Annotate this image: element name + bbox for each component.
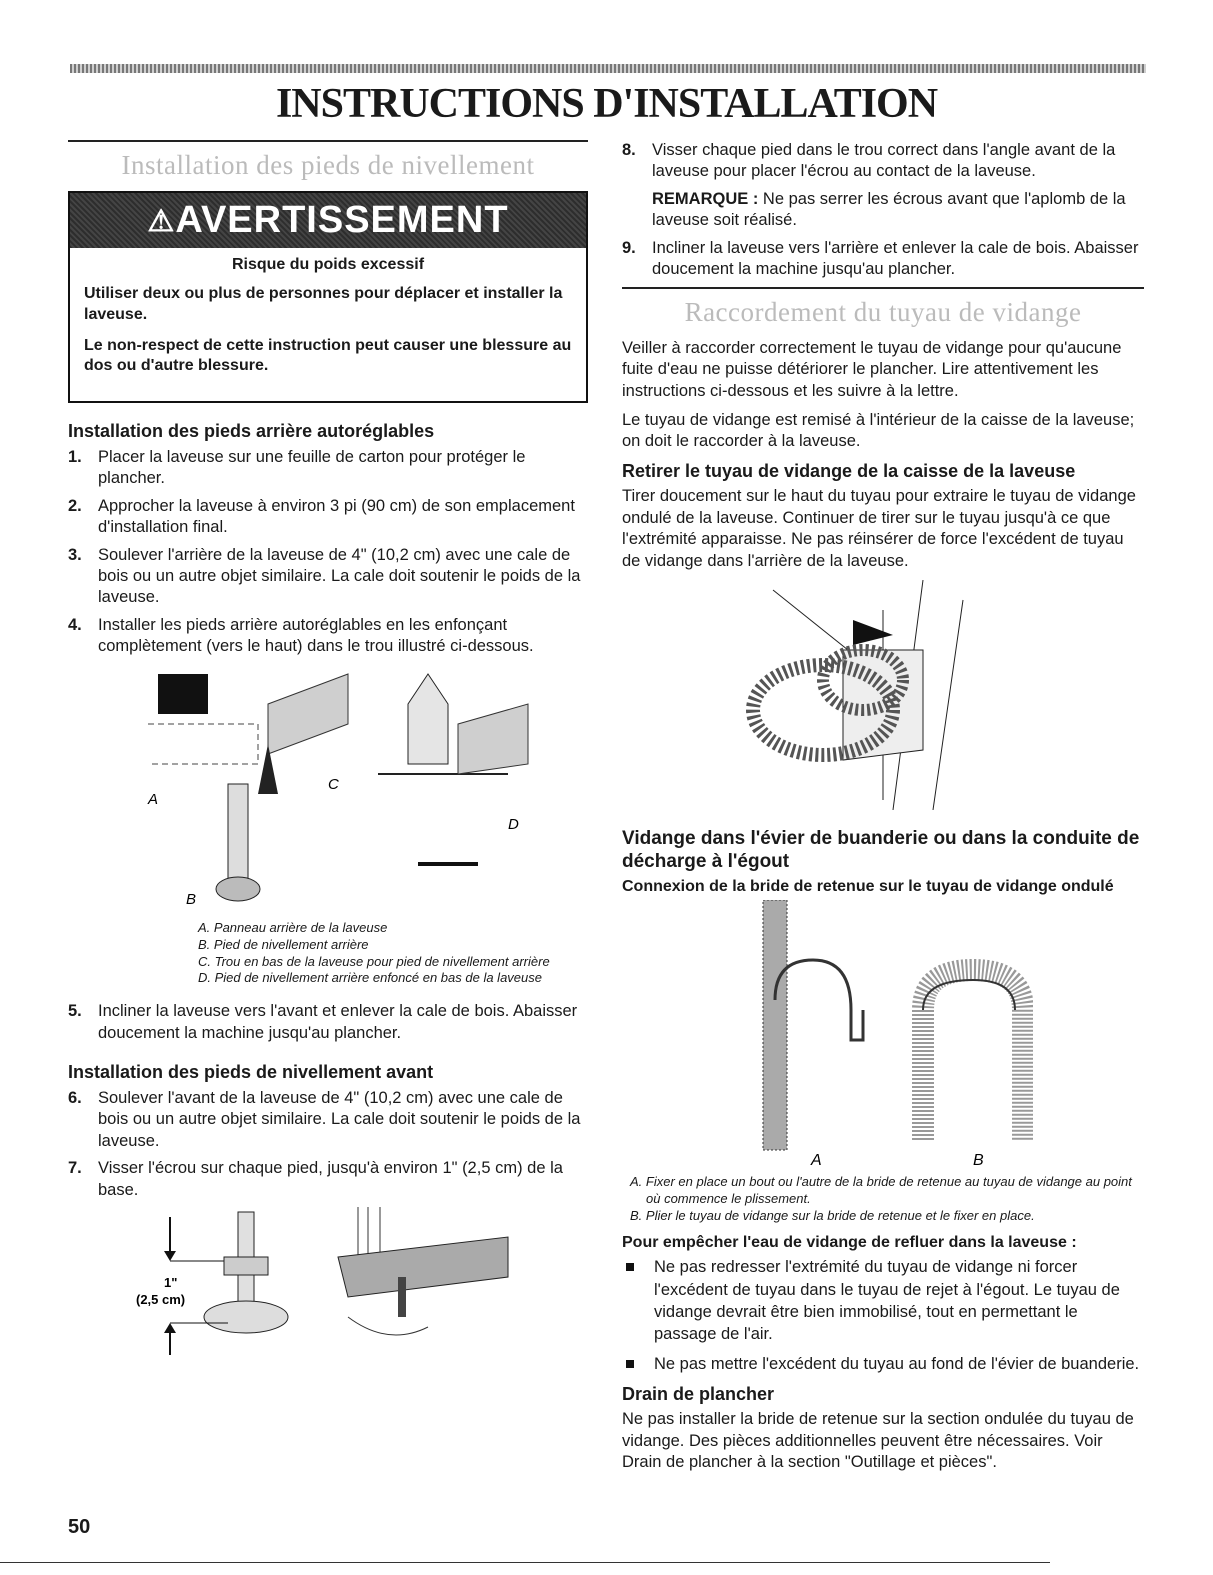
backflow-bullets xyxy=(622,1256,1144,1375)
rear-feet-heading: Installation des pieds arrière autoréglables xyxy=(68,421,435,442)
warning-header-text: AVERTISSEMENT xyxy=(175,199,509,241)
remove-hose-heading: Retirer le tuyau de vidange de la caisse de la laveuse xyxy=(622,460,1076,481)
label-d: D xyxy=(508,815,519,833)
step-5-list xyxy=(68,1001,588,1044)
right-column xyxy=(622,140,1144,1482)
step-text: Installer les pieds arrière autoréglables en les enfonçant complètement (vers le haut) dans le trou illustré ci-dessous. xyxy=(98,615,534,656)
warning-risk: Risque du poids excessif xyxy=(231,256,425,273)
label-c: C xyxy=(328,775,339,793)
step-number: 3. xyxy=(68,545,82,564)
step-number: 8. xyxy=(622,141,636,159)
bullet-item: Ne pas mettre l'excédent du tuyau au fond de l'évier de buanderie. xyxy=(622,1353,1144,1375)
floor-drain-paragraph: Ne pas installer la bride de retenue sur la section ondulée du tuyau de vidange. Des pièces additionnelles peuvent être nécessaires. Voir Drain de plancher à la section "Outillage et pièces". xyxy=(622,1410,1134,1472)
step-number: 2. xyxy=(68,496,82,515)
step-item xyxy=(68,1001,588,1044)
drain-intro-paragraph: Veiller à raccorder correctement le tuyau de vidange pour qu'aucune fuite d'eau ne puisse détériorer le plancher. Lire attentivement les instructions ci-dessous et les suivre à la lettre. xyxy=(622,338,1122,400)
note-label: REMARQUE : xyxy=(652,189,759,208)
step-item xyxy=(68,1088,588,1152)
note-text: Ne pas serrer les écrous avant que l'aplomb de la laveuse soit réalisé. xyxy=(652,189,1126,230)
step-text: Soulever l'avant de la laveuse de 4" (10,2 cm) avec une cale de bois ou un autre objet similaire. La cale doit soutenir le poids de la laveuse. xyxy=(98,1088,581,1150)
step-number: 7. xyxy=(68,1159,82,1178)
caption-d: D. Pied de nivellement arrière enfoncé en bas de la laveuse xyxy=(198,970,542,986)
step-item xyxy=(68,447,588,490)
clamp-captions xyxy=(630,1174,1144,1225)
step-text: Incliner la laveuse vers l'avant et enlever la cale de bois. Abaisser doucement la machine jusqu'au plancher. xyxy=(98,1002,578,1042)
step-item xyxy=(68,545,588,609)
label-b: B xyxy=(186,890,197,908)
sink-drain-heading: Vidange dans l'évier de buanderie ou dans la conduite de décharge à l'égout xyxy=(622,828,1140,872)
section-title-drain-hose: Raccordement du tuyau de vidange xyxy=(684,296,1082,327)
label-a: A xyxy=(811,1151,822,1169)
step-text: Visser chaque pied dans le trou correct dans l'angle avant de la laveuse pour placer l'écrou au contact de la laveuse. xyxy=(652,141,1116,181)
drain-hose-removal-illustration xyxy=(733,580,1033,810)
drain-stored-paragraph: Le tuyau de vidange est remisé à l'intérieur de la caisse de la laveuse; on doit le raccorder à la laveuse. xyxy=(622,410,1135,451)
caption-a: A. Panneau arrière de la laveuse xyxy=(198,919,388,935)
step-item xyxy=(622,238,1144,281)
step-item xyxy=(68,1158,588,1201)
caption-b: B. Pied de nivellement arrière xyxy=(198,936,369,952)
page-number: 50 xyxy=(68,1516,91,1538)
steps-list-front xyxy=(68,1088,588,1201)
step-number: 5. xyxy=(68,1002,82,1021)
warning-box xyxy=(68,191,588,403)
section-title-leveling-feet: Installation des pieds de nivellement xyxy=(121,150,535,180)
dimension-inch: 1" xyxy=(164,1274,178,1290)
drain-hose-clamp-illustration xyxy=(733,900,1033,1170)
steps-list-rear xyxy=(68,447,588,658)
section-rule xyxy=(622,287,1144,289)
step-item xyxy=(68,496,588,539)
step-number: 1. xyxy=(68,447,82,466)
warning-line-1: Utiliser deux ou plus de personnes pour déplacer et installer la laveuse. xyxy=(84,285,563,323)
warning-body xyxy=(70,248,586,401)
caption-c: C. Trou en bas de la laveuse pour pied de nivellement arrière xyxy=(198,953,550,969)
rear-leveling-feet-illustration xyxy=(108,664,548,914)
bottom-rule xyxy=(0,1562,1050,1563)
washer-panel-shape xyxy=(158,674,208,714)
rear-feet-captions xyxy=(198,920,588,988)
section-rule xyxy=(68,140,588,142)
step-number: 9. xyxy=(622,238,636,257)
page-title: INSTRUCTIONS D'INSTALLATION xyxy=(275,81,938,127)
step-text: Visser l'écrou sur chaque pied, jusqu'à environ 1" (2,5 cm) de la base. xyxy=(98,1159,563,1199)
dimension-cm: (2,5 cm) xyxy=(136,1291,186,1307)
steps-list-front-continued xyxy=(622,140,1144,281)
step-number: 4. xyxy=(68,615,82,634)
label-a: A xyxy=(148,790,159,808)
floor-drain-heading: Drain de plancher xyxy=(622,1383,775,1404)
bullet-item: Ne pas redresser l'extrémité du tuyau de vidange ni forcer l'excédent de tuyau dans le tuyau de rejet à l'égout. Le tuyau de vidange devrait être bien immobilisé, tout en permettant le passage de l'air. xyxy=(622,1256,1144,1345)
step-number: 6. xyxy=(68,1088,82,1107)
step-text: Placer la laveuse sur une feuille de carton pour protéger le plancher. xyxy=(98,447,526,488)
step-item xyxy=(68,615,588,658)
step-text: Soulever l'arrière de la laveuse de 4" (10,2 cm) avec une cale de bois ou un autre objet similaire. La cale doit soutenir le poids de la laveuse. xyxy=(98,545,581,607)
warning-header xyxy=(70,193,586,248)
caption-b: B. Plier le tuyau de vidange sur la bride de retenue et le fixer en place. xyxy=(630,1207,1035,1223)
remove-hose-paragraph: Tirer doucement sur le haut du tuyau pour extraire le tuyau de vidange ondulé de la laveuse. Continuer de tirer sur le tuyau jusqu'à ce que l'extrémité apparaisse. Ne pas réinsérer de force l'excédent de tuyau de vidange dans l'arrière de la laveuse. xyxy=(622,487,1136,570)
step-text: Incliner la laveuse vers l'arrière et enlever la cale de bois. Abaisser doucement la machine jusqu'au plancher. xyxy=(652,238,1139,279)
caption-a: A. Fixer en place un bout ou l'autre de la bride de retenue au tuyau de vidange au point où commence le plissement. xyxy=(630,1173,1132,1206)
left-column xyxy=(68,140,588,1357)
label-b: B xyxy=(973,1151,984,1169)
front-leveling-feet-illustration xyxy=(128,1207,528,1357)
step-note xyxy=(652,189,1144,232)
front-feet-heading: Installation des pieds de nivellement avant xyxy=(68,1062,434,1083)
step-text: Approcher la laveuse à environ 3 pi (90 cm) de son emplacement d'installation final. xyxy=(98,496,575,537)
step-item xyxy=(622,140,1144,232)
top-decorative-bar xyxy=(70,64,1146,73)
warning-line-2: Le non-respect de cette instruction peut causer une blessure au dos ou d'autre blessure. xyxy=(84,336,572,375)
sink-drain-subheading: Connexion de la bride de retenue sur le tuyau de vidange ondulé xyxy=(622,877,1114,895)
backflow-heading: Pour empêcher l'eau de vidange de refluer dans la laveuse : xyxy=(622,1234,1077,1252)
warning-triangle-icon: ⚠ xyxy=(147,205,176,239)
